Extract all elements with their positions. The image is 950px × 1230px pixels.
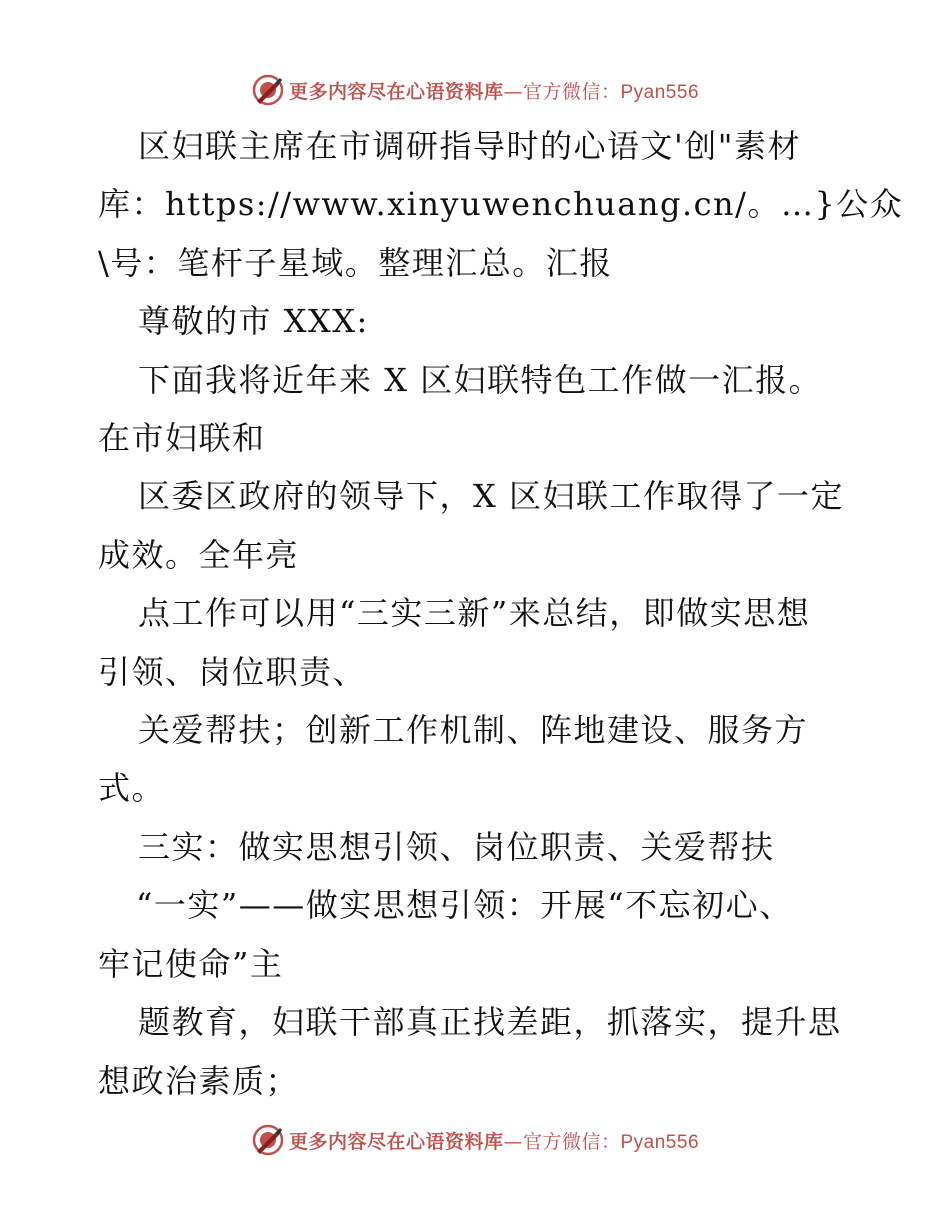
pen-logo-icon (251, 73, 285, 107)
body-line: 点工作可以用“三实三新”来总结，即做实思想 (138, 594, 811, 633)
banner-brand: 更多内容尽在心语资料库 (288, 1130, 504, 1153)
section-heading: 三实：做实思想引领、岗位职责、关爱帮扶 (138, 827, 775, 866)
body-line: 下面我将近年来 X 区妇联特色工作做一汇报。 (138, 360, 823, 399)
document-body (98, 117, 904, 1110)
body-line: 关爱帮扶；创新工作机制、阵地建设、服务方 (138, 711, 809, 750)
body-line: 式。 (98, 769, 166, 808)
body-line: 想政治素质； (98, 1061, 300, 1100)
body-line: 区妇联主席在市调研指导时的心语文'创"素材 (138, 127, 802, 165)
body-line: 库：https://www.xinyuwenchuang.cn/。…}公众 (98, 185, 904, 224)
banner-separator: — (503, 80, 523, 103)
pen-logo-icon (251, 1123, 285, 1157)
body-line: 在市妇联和 (98, 419, 266, 458)
banner-text (289, 77, 699, 104)
banner-label: 官方微信： (522, 80, 621, 103)
banner-text (289, 1127, 699, 1154)
banner-wechat-id: Pyan556 (620, 81, 700, 103)
body-line: \号：笔杆子星域。整理汇总。汇报 (98, 243, 613, 282)
banner-wechat-id: Pyan556 (620, 1131, 700, 1153)
body-line: 题教育，妇联干部真正找差距，抓落实，提升思 (138, 1003, 842, 1042)
banner-brand: 更多内容尽在心语资料库 (288, 80, 504, 103)
salutation: 尊敬的市 XXX: (138, 302, 369, 341)
body-line: 牢记使命”主 (98, 944, 284, 983)
body-line: 引领、岗位职责、 (98, 652, 367, 691)
header-banner (0, 70, 950, 110)
banner-separator: — (503, 1130, 523, 1153)
body-line: 成效。全年亮 (98, 535, 300, 574)
banner-label: 官方微信： (522, 1130, 621, 1153)
footer-banner (0, 1120, 950, 1160)
body-line: “一实”——做实思想引领：开展“不忘初心、 (136, 886, 793, 925)
body-line: 区委区政府的领导下，X 区妇联工作取得了一定 (138, 477, 844, 516)
